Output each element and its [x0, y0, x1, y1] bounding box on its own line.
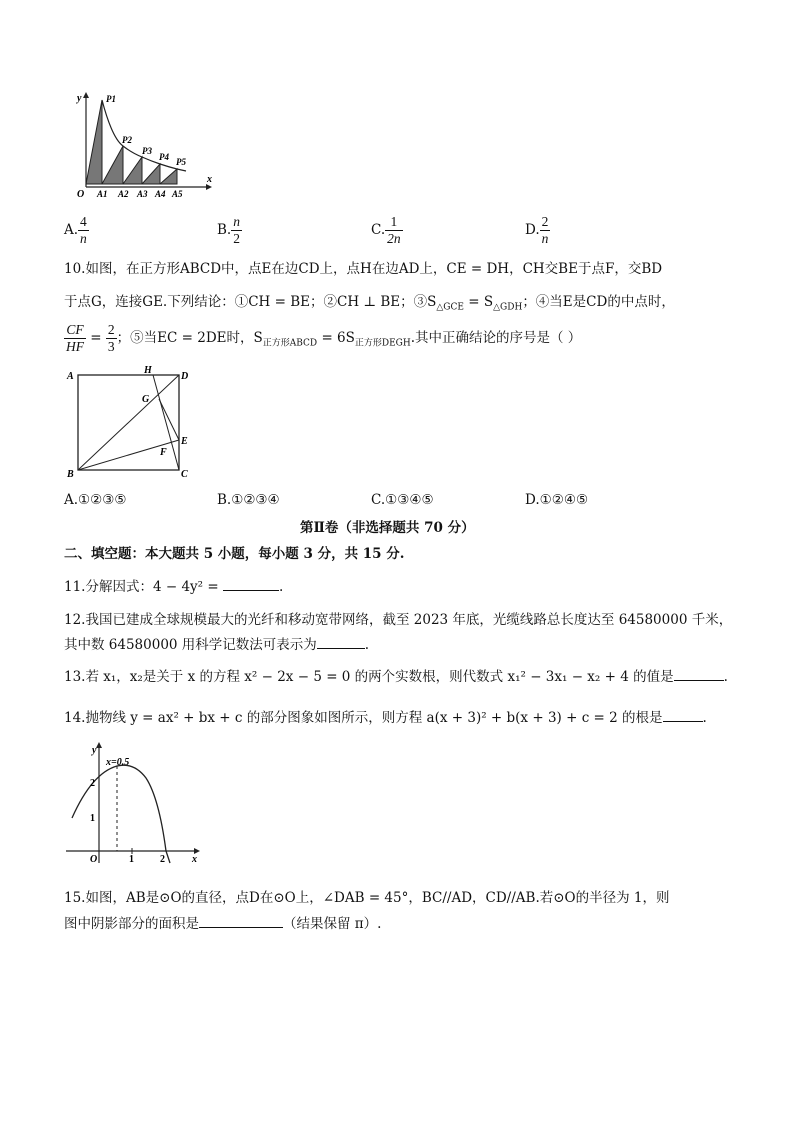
q10-line1: 10.如图，在正方形ABCD中，点E在边CD上，点H在边AD上，CE = DH，CH交BE于点F，交BD: [64, 261, 663, 277]
q10-option-a: A.①②③⑤: [64, 492, 127, 508]
part2-title: 第Ⅱ卷（非选择题共 70 分）: [300, 520, 475, 536]
q15-line2: 图中阴影部分的面积是 （结果保留 π）.: [64, 916, 382, 932]
q11: 11.分解因式：4 − 4y² = .: [64, 579, 284, 595]
fig10-e: E: [181, 436, 188, 447]
fig9-a1: A1: [97, 189, 108, 199]
fig10-c: C: [181, 469, 188, 480]
fig10-d: D: [181, 371, 189, 382]
q9-option-d: D. $\frac{2}{n}$: [525, 214, 549, 246]
fig9-a3: A3: [137, 189, 148, 199]
fig10-f: F: [160, 447, 167, 458]
fig9-y-label: y: [77, 93, 82, 104]
q10-figure: [64, 365, 196, 483]
q9-option-a: A. $\frac{4}{n}$: [64, 214, 87, 246]
q9-option-c: C. $\frac{1}{2n}$: [371, 214, 401, 246]
q14: 14.抛物线 y = ax² + bx + c 的部分图象如图所示，则方程 a(x + 3)² + b(x + 3) + c = 2 的根是 .: [64, 710, 707, 726]
fig14-ytick-2: 2: [90, 778, 95, 789]
q10-option-d: D.①②④⑤: [525, 492, 589, 508]
fig14-x-label: x: [192, 854, 197, 865]
q14-figure: [64, 738, 204, 868]
fig9-origin: O: [77, 189, 85, 200]
fig10-g: G: [142, 394, 150, 405]
fig9-x-label: x: [207, 174, 212, 185]
q9-option-b: B. $\frac{n}{2}$: [217, 214, 240, 246]
fig9-p2: P2: [122, 135, 132, 145]
fig9-p5: P5: [176, 157, 186, 167]
fig9-p3: P3: [142, 146, 152, 156]
fig14-tick-1: 1: [129, 854, 134, 865]
fig14-y-label: y: [92, 745, 97, 756]
q10-line3: $\frac{CF}{HF}$ = $\frac{2}{3}$ ；⑤当EC = 2DE时，$S_{正方形ABCD} = 6S_{正方形DEGH}$.其中正确结论的序号是（ ）: [66, 322, 582, 354]
fig14-ytick-1: 1: [90, 813, 95, 824]
q10-option-b: B.①②③④: [217, 492, 280, 508]
q12-line2: 其中数 64580000 用科学记数法可表示为 .: [64, 637, 370, 653]
fig9-a5: A5: [172, 189, 183, 199]
fig10-h: H: [144, 365, 152, 376]
q10-option-c: C.①③④⑤: [371, 492, 434, 508]
q9-figure: [66, 90, 216, 202]
fig9-p4: P4: [159, 152, 169, 162]
fig10-a: A: [67, 371, 74, 382]
fig14-axis-note: x=0.5: [106, 757, 130, 768]
q10-line2: 于点G，连接GE.下列结论：①CH = BE；②CH ⊥ BE；$③S_{\triangle GCE} = S_{\triangle GDH}$；④当E是CD的中点时，: [64, 294, 675, 313]
section2-title: 二、填空题：本大题共 5 小题，每小题 3 分，共 15 分.: [64, 546, 405, 562]
fig14-origin: O: [90, 854, 98, 865]
fig14-tick-2: 2: [160, 854, 165, 865]
fig10-b: B: [67, 469, 74, 480]
q15-line1: 15.如图，AB是⊙O的直径，点D在⊙O上，∠DAB = 45°，BC//AD，CD//AB.若⊙O的半径为 1，则: [64, 890, 670, 906]
fig9-a2: A2: [118, 189, 129, 199]
q13: 13.若 x₁，x₂是关于 x 的方程 x² − 2x − 5 = 0 的两个实数根，则代数式 x₁² − 3x₁ − x₂ + 4 的值是 .: [64, 669, 728, 685]
q12-line1: 12.我国已建成全球规模最大的光纤和移动宽带网络，截至 2023 年底，光缆线路总长度达至 64580000 千米，: [64, 612, 733, 628]
fig9-p1: P1: [106, 94, 116, 104]
fig9-a4: A4: [155, 189, 166, 199]
